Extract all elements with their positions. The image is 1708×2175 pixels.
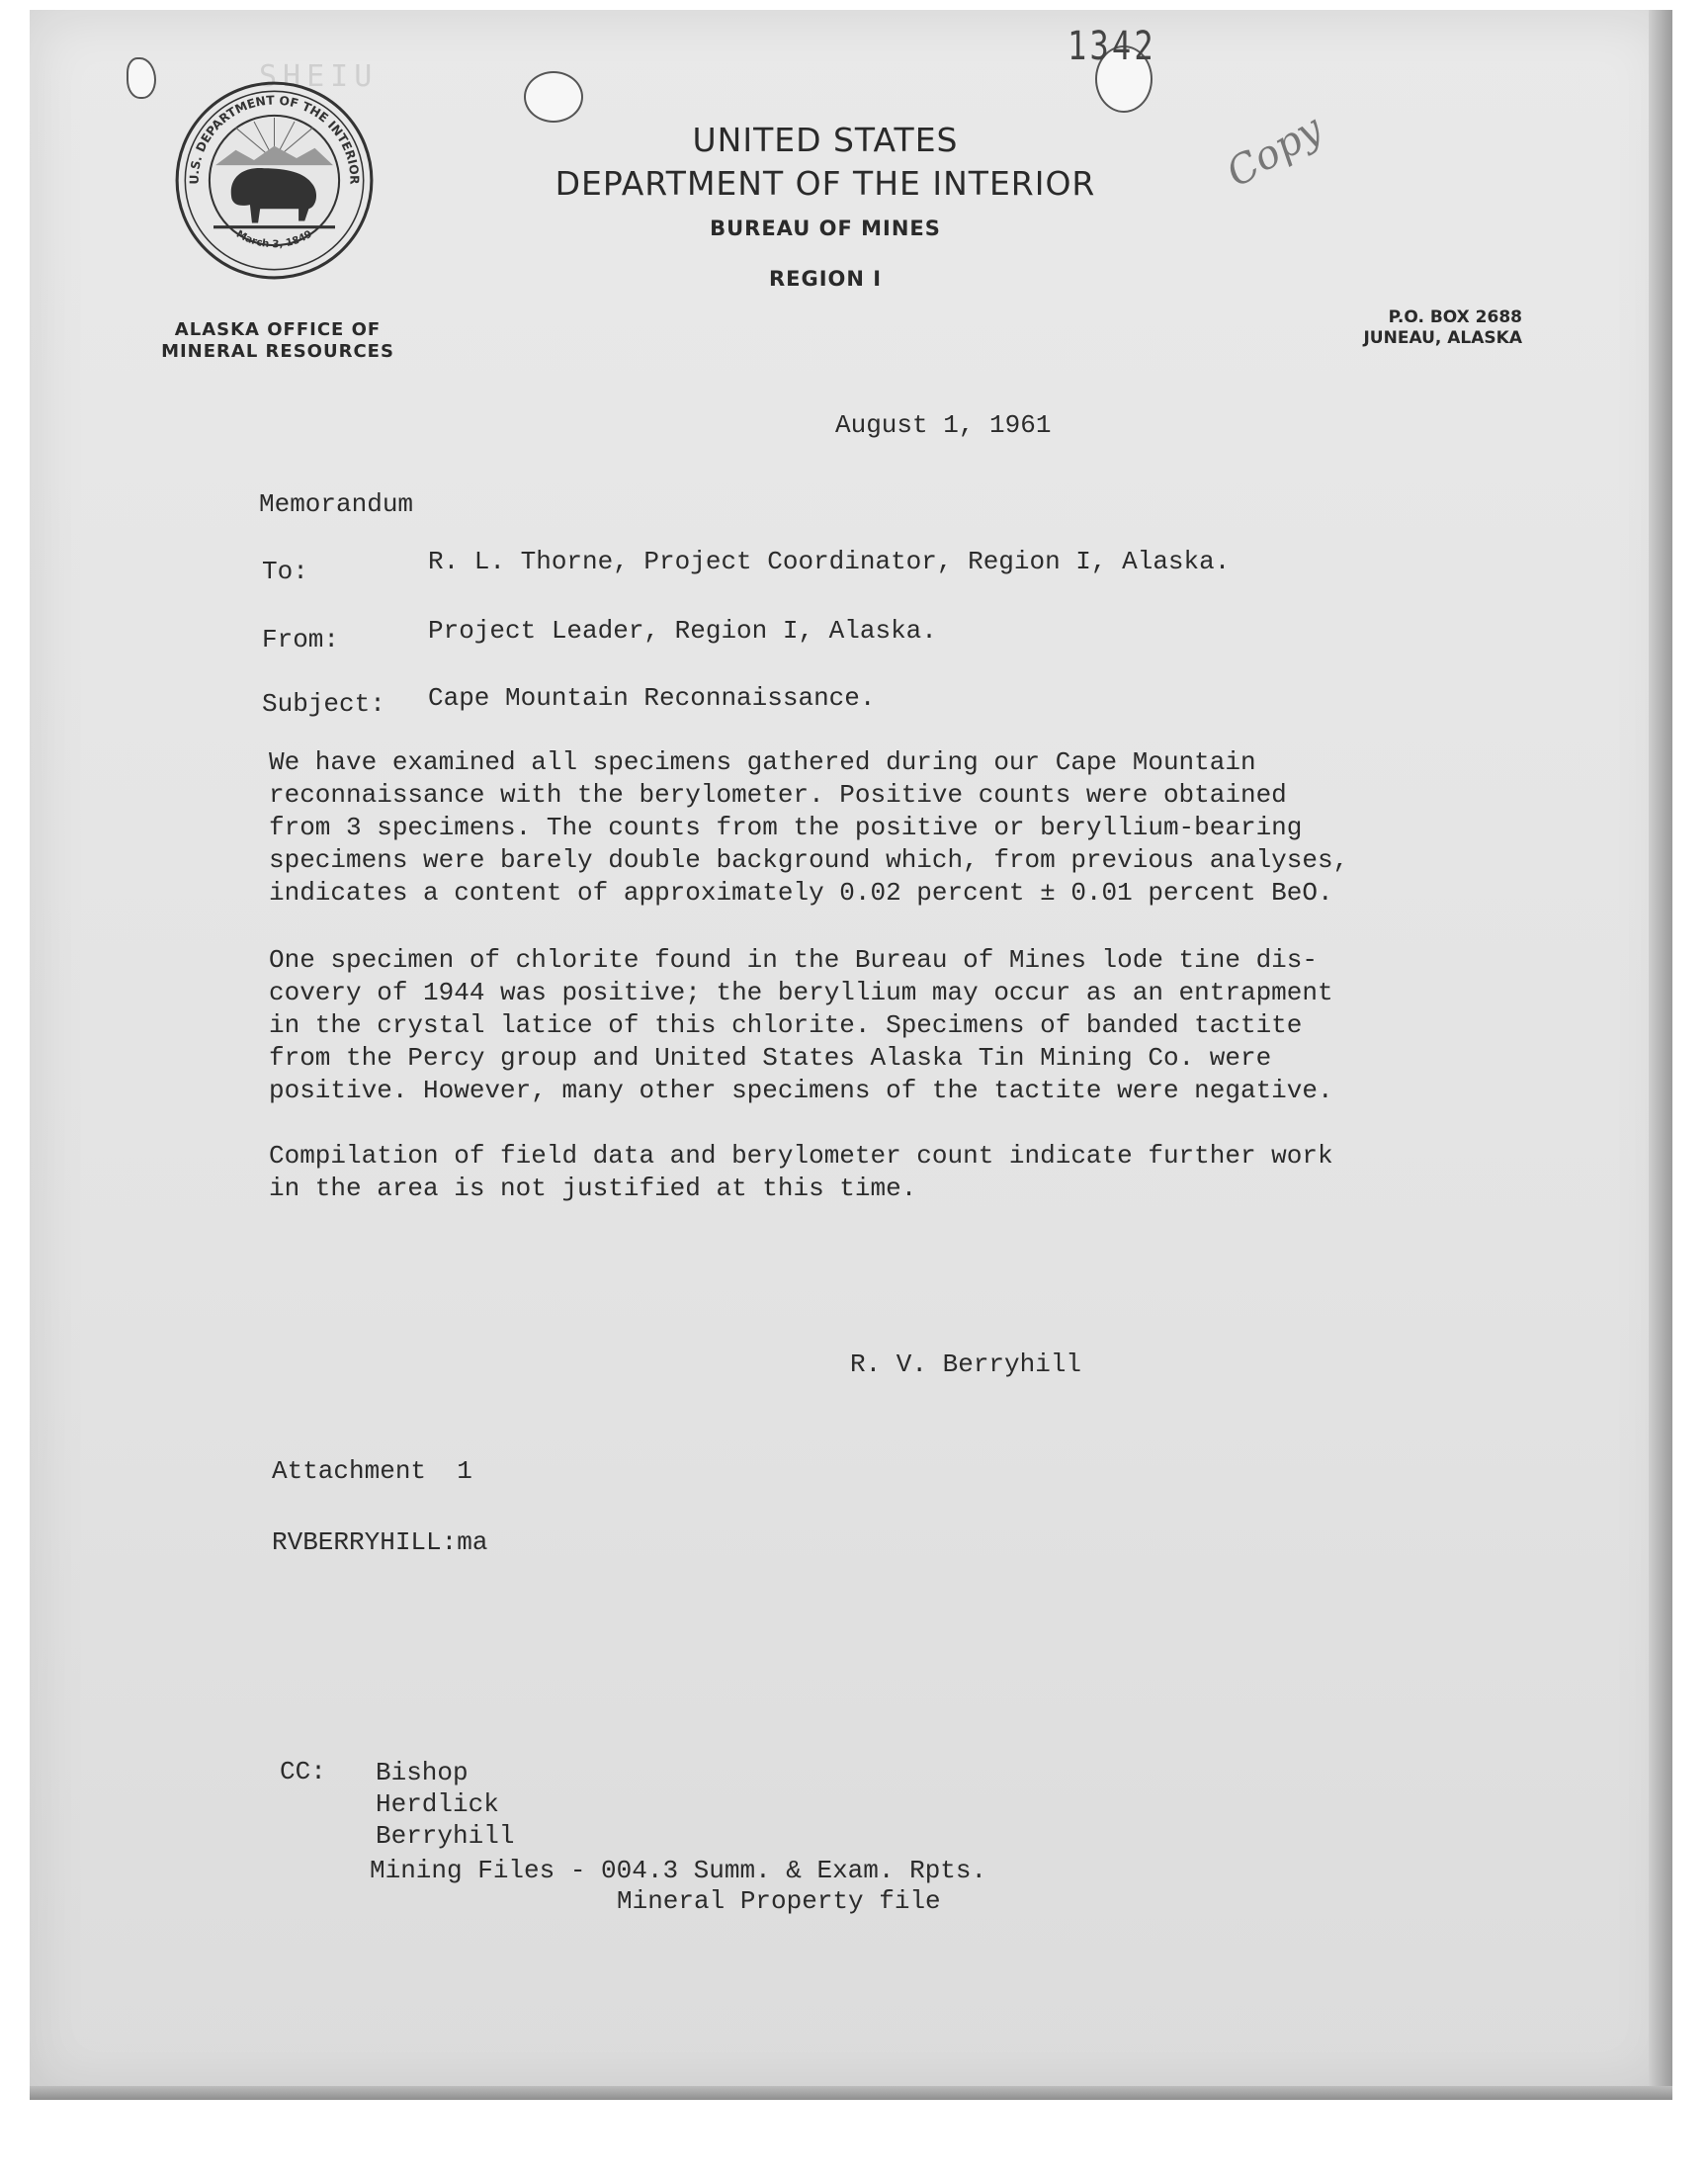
- body-paragraph-3: [269, 1140, 1435, 1205]
- cc-label: CC:: [280, 1757, 326, 1786]
- cc-files-line-1: Mining Files - 004.3 Summ. & Exam. Rpts.: [370, 1856, 987, 1885]
- letterhead-bureau: BUREAU OF MINES: [710, 217, 941, 240]
- letterhead-line-2: DEPARTMENT OF THE INTERIOR: [555, 164, 1096, 203]
- subject-value: Cape Mountain Reconnaissance.: [428, 683, 876, 713]
- department-seal-icon: [173, 79, 376, 282]
- handwritten-copy-note: Copy: [1219, 106, 1330, 197]
- from-label: From:: [262, 625, 340, 654]
- cc-recipient: Herdlick: [376, 1789, 499, 1819]
- paragraph-line: covery of 1944 was positive; the beryllium may occur as an entrapment: [269, 978, 1333, 1007]
- mailing-address: [1265, 307, 1522, 349]
- torn-mark-icon: [127, 57, 156, 99]
- paragraph-line: Compilation of field data and berylometer count indicate further work: [269, 1141, 1333, 1171]
- cc-recipient: Bishop: [376, 1758, 469, 1787]
- address-line-2: JUNEAU, ALASKA: [1363, 328, 1522, 348]
- address-line-1: P.O. BOX 2688: [1388, 307, 1522, 327]
- handwritten-document-number: 1342: [1068, 24, 1156, 69]
- cc-recipient: Berryhill: [376, 1821, 515, 1851]
- office-line-2: MINERAL RESOURCES: [161, 341, 394, 362]
- punch-hole-icon: [524, 71, 583, 123]
- seal-top-text: U.S. DEPARTMENT OF THE INTERIOR: [187, 93, 362, 185]
- paragraph-line: We have examined all specimens gathered during our Cape Mountain: [269, 747, 1256, 777]
- typist-initials: RVBERRYHILL:ma: [272, 1527, 488, 1557]
- paragraph-line: indicates a content of approximately 0.02 percent ± 0.01 percent BeO.: [269, 878, 1333, 908]
- cc-files-line-2: Mineral Property file: [617, 1886, 941, 1916]
- page-edge-shadow-bottom: [30, 2086, 1672, 2100]
- paragraph-line: in the crystal latice of this chlorite. Specimens of banded tactite: [269, 1010, 1303, 1040]
- memo-date: August 1, 1961: [835, 410, 1052, 440]
- paragraph-line: specimens were barely double background which, from previous analyses,: [269, 845, 1349, 875]
- body-paragraph-1: [269, 746, 1435, 910]
- subject-label: Subject:: [262, 689, 385, 719]
- cc-recipients: [376, 1757, 514, 1852]
- faded-stamp-mark: SHEIU: [259, 59, 379, 94]
- attachment-note: Attachment 1: [272, 1456, 472, 1486]
- paragraph-line: in the area is not justified at this time.: [269, 1174, 917, 1203]
- to-label: To:: [262, 557, 308, 586]
- to-value: R. L. Thorne, Project Coordinator, Region I, Alaska.: [428, 547, 1231, 576]
- seal-bottom-text: March 3, 1849: [234, 227, 314, 251]
- letterhead-line-1: UNITED STATES: [692, 121, 959, 159]
- office-name: [119, 319, 437, 363]
- memo-label: Memorandum: [259, 489, 414, 519]
- page-edge-shadow: [1649, 10, 1672, 2094]
- paragraph-line: One specimen of chlorite found in the Bureau of Mines lode tine dis-: [269, 945, 1318, 975]
- paragraph-line: from the Percy group and United States Alaska Tin Mining Co. were: [269, 1043, 1272, 1073]
- signature-name: R. V. Berryhill: [850, 1349, 1082, 1379]
- paragraph-line: positive. However, many other specimens of the tactite were negative.: [269, 1076, 1333, 1105]
- paragraph-line: reconnaissance with the berylometer. Positive counts were obtained: [269, 780, 1287, 810]
- body-paragraph-2: [269, 944, 1435, 1107]
- from-value: Project Leader, Region I, Alaska.: [428, 616, 937, 646]
- office-line-1: ALASKA OFFICE OF: [174, 319, 382, 340]
- letterhead-region: REGION I: [768, 267, 883, 291]
- paragraph-line: from 3 specimens. The counts from the positive or beryllium-bearing: [269, 813, 1303, 842]
